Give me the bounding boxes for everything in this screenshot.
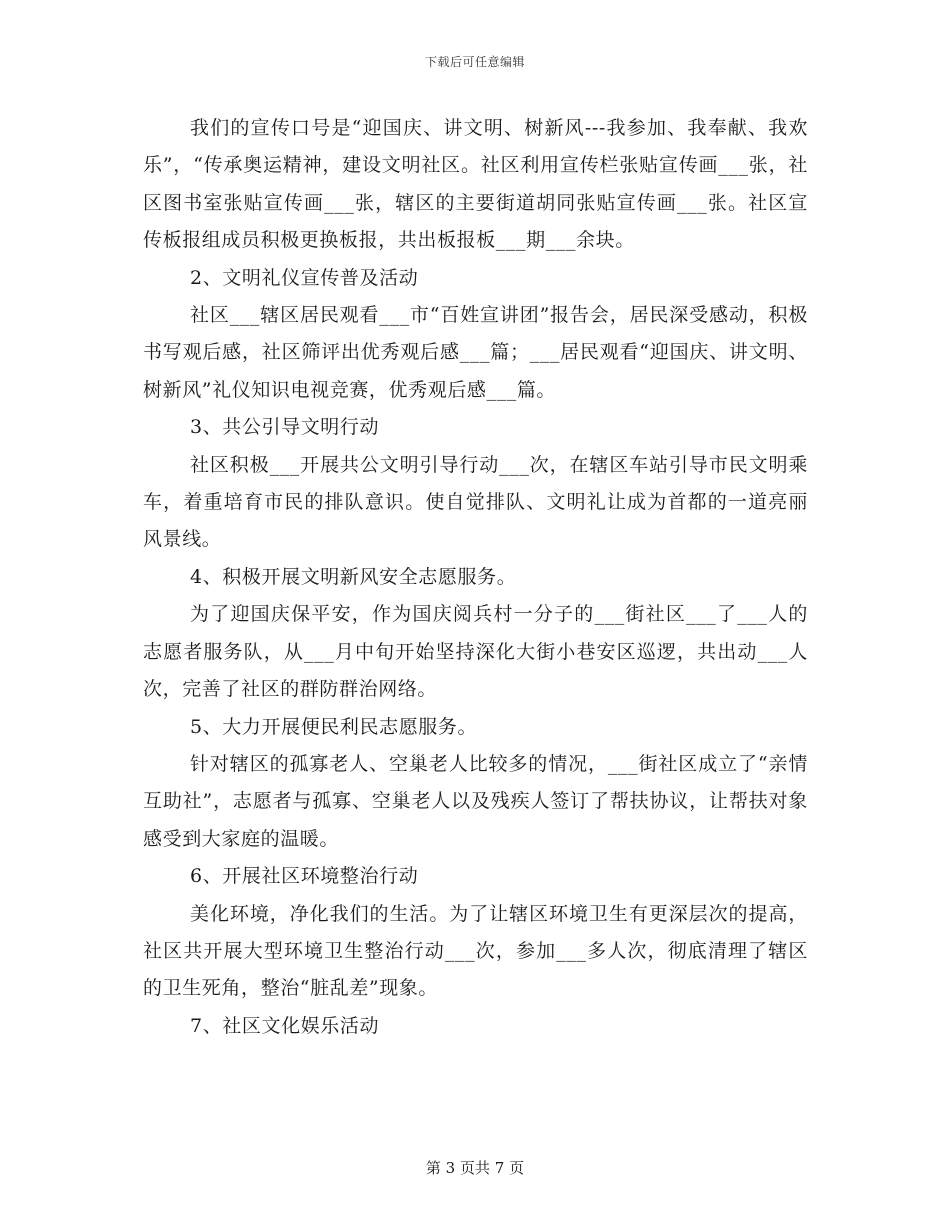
paragraph-environment: 美化环境，净化我们的生活。为了让辖区环境卫生有更深层次的提高，社区共开展大型环境卫生整治行动___次，参加___多人次，彻底清理了辖区的卫生死角，整治“脏乱差”现象。: [143, 902, 808, 1000]
section-heading-2: 2、文明礼仪宣传普及活动: [190, 266, 419, 289]
section-heading-5: 5、大力开展便民利民志愿服务。: [190, 715, 478, 738]
section-heading-7: 7、社区文化娱乐活动: [190, 1014, 380, 1037]
page-number: 第 3 页共 7 页: [425, 1159, 525, 1177]
paragraph-civility-guidance: 社区积极___开展共公文明引导行动___次，在辖区车站引导市民文明乘车，着重培育市民的排队意识。使自觉排队、文明礼让成为首都的一道亮丽风景线。: [143, 453, 808, 551]
paragraph-convenience-service: 针对辖区的孤寡老人、空巢老人比较多的情况，___街社区成立了“亲情互助社”，志愿者与孤寡、空巢老人以及残疾人签订了帮扶协议，让帮扶对象感受到大家庭的温暖。: [143, 752, 808, 850]
paragraph-slogan: 我们的宣传口号是“迎国庆、讲文明、树新风---我参加、我奉献、我欢乐”，“传承奥运精神，建设文明社区。社区利用宣传栏张贴宣传画___张，社区图书室张贴宣传画___张，辖区的主要街道胡同张贴宣传画___张。社区宣传板报组成员积极更换板报，共出板报板___期___余块。: [143, 117, 808, 252]
section-heading-4: 4、积极开展文明新风安全志愿服务。: [190, 565, 517, 588]
page-header: 下载后可任意编辑: [424, 55, 525, 69]
document-body: [143, 110, 808, 1045]
section-heading-3: 3、共公引导文明行动: [190, 416, 380, 439]
paragraph-safety-volunteers: 为了迎国庆保平安，作为国庆阅兵村一分子的___街社区___了___人的志愿者服务队，从___月中旬开始坚持深化大街小巷安区巡逻，共出动___人次，完善了社区的群防群治网络。: [143, 603, 808, 701]
paragraph-etiquette: 社区___辖区居民观看___市“百姓宣讲团”报告会，居民深受感动，积极书写观后感，社区筛评出优秀观后感___篇；___居民观看“迎国庆、讲文明、树新风”礼仪知识电视竞赛，优秀观后感___篇。: [143, 304, 808, 401]
section-heading-6: 6、开展社区环境整治行动: [190, 865, 419, 888]
